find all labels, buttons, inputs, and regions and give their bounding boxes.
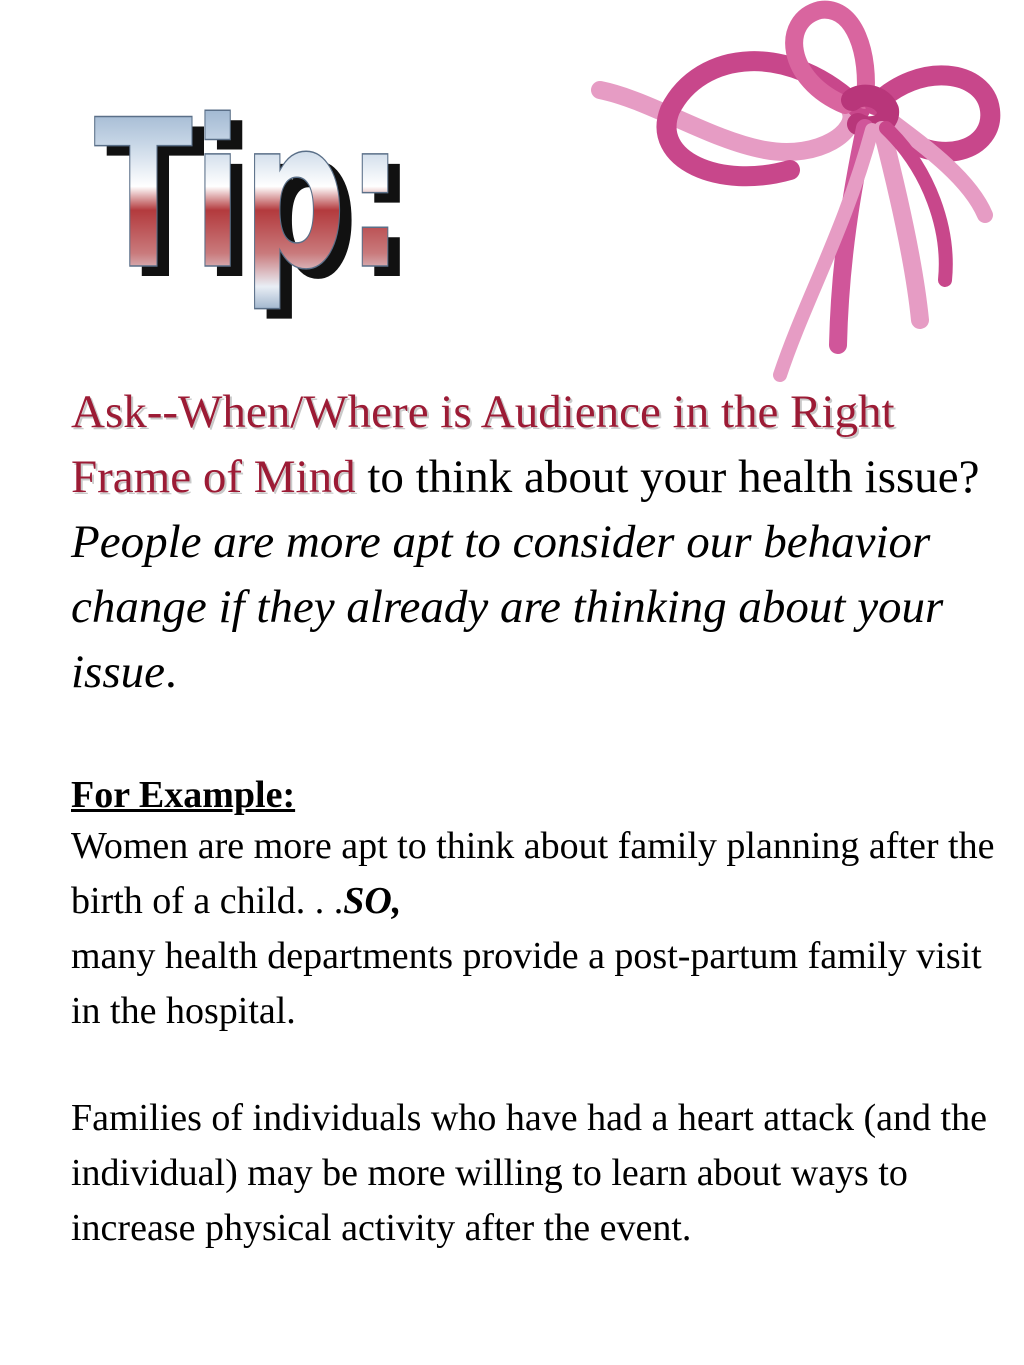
ribbon-bow-image bbox=[590, 0, 1010, 400]
tip-title-text: Tip: bbox=[94, 77, 404, 315]
main-content bbox=[71, 380, 1001, 1256]
example-1-so: SO, bbox=[343, 880, 402, 922]
intro-end: . bbox=[165, 646, 177, 698]
svg-text:Tip:: Tip: bbox=[106, 87, 416, 325]
intro-paragraph bbox=[71, 380, 1001, 705]
headline-question: Ask--When/Where is Audience in the Right Frame of Mind bbox=[71, 386, 895, 503]
example-paragraph-1 bbox=[71, 819, 1001, 1039]
example-1-text: Women are more apt to think about family planning after the birth of a child. . . bbox=[71, 825, 995, 922]
intro-rest: to think about your health issue? bbox=[355, 451, 980, 503]
example-heading: For Example: bbox=[71, 774, 296, 816]
intro-italic-statement: People are more apt to consider our behavior change if they already are thinking about your issue bbox=[71, 516, 944, 698]
example-paragraph-2: Families of individuals who have had a heart attack (and the individual) may be more willing to learn about ways to increase physical activity after the event. bbox=[71, 1097, 987, 1249]
tip-title-art bbox=[80, 70, 460, 330]
example-1-continuation: many health departments provide a post-partum family visit in the hospital. bbox=[71, 935, 982, 1032]
